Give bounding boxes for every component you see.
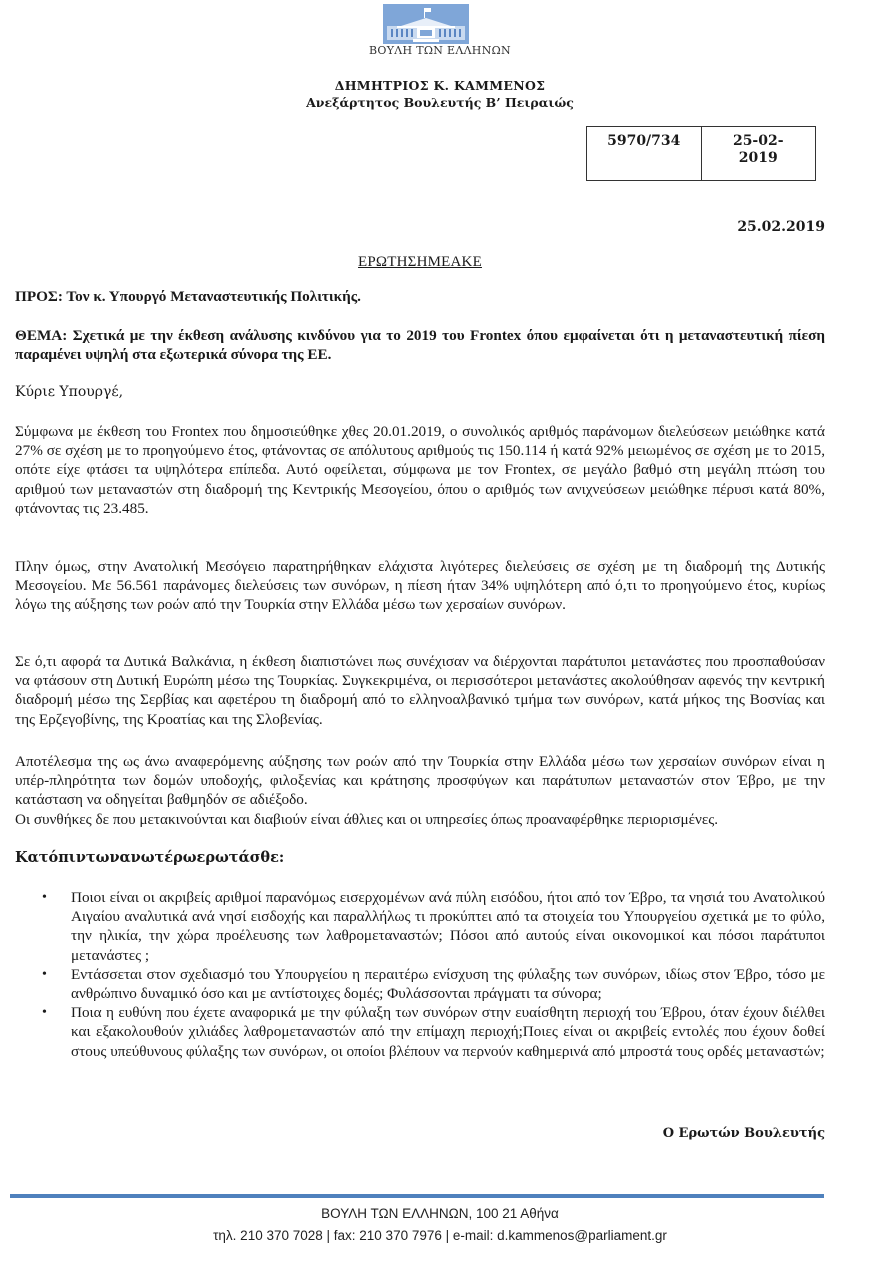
bullet-icon: •: [42, 1005, 47, 1021]
bullet-icon: •: [42, 890, 47, 905]
body-paragraph-4: [15, 752, 825, 829]
protocol-number: 5970/734: [607, 133, 681, 149]
question-text: Ποιοι είναι οι ακριβείς αριθμοί παρανόμως εισερχομένων ανά πύλη εισόδου, ήτοι από τον Έβρο, τα νησιά του Ανατολικού Αιγαίου αναλυτικά ανά νησί εισδοχής και παραλλήλως τι προκύπτει από τα στοιχεία του Υπουργείου σχετικά με το φύλο, την ηλικία, την χώρα προέλευσης των λαθρομεταναστών; Πόσοι από αυτούς είναι οικονομικοί και πόσοι παράτυποι μετανάστες ;: [71, 889, 825, 964]
body-paragraph-3: Σε ό,τι αφορά τα Δυτικά Βαλκάνια, η έκθεση διαπιστώνει πως συνέχισαν να διέρχονται παράτυποι μετανάστες που προσπαθούσαν να φτάσουν στη Δυτική Ευρώπη μέσω της Τουρκίας. Συγκεκριμένα, οι περισσότεροι μετανάστες ακολούθησαν αφενός την κεντρική διαδρομή μέσω της Σερβίας και αφετέρου τη διαδρομή από το ελληνοαλβανικό τμήμα των συνόρων, κατά μήκος της Βοσνίας και της Ερζεγοβίνης, της Κροατίας και της Σλοβενίας.: [15, 653, 825, 728]
questions-list: [15, 888, 825, 1061]
question-item: [15, 965, 825, 1003]
questions-heading: Κατόπιντωνανωτέρωερωτάσθε:: [15, 849, 285, 866]
footer-contact: τηλ. 210 370 7028 | fax: 210 370 7976 | e-mail: d.kammenos@parliament.gr: [213, 1228, 667, 1243]
protocol-table: [586, 126, 816, 181]
protocol-date-line1: 25-02-: [732, 133, 784, 149]
recipient-line: ΠΡΟΣ: Τον κ. Υπουργό Μεταναστευτικής Πολιτικής.: [15, 288, 361, 305]
footer-address: ΒΟΥΛΗ ΤΩΝ ΕΛΛΗΝΩΝ, 100 21 Αθήνα: [321, 1206, 559, 1221]
parliament-building-icon: [383, 4, 469, 44]
protocol-date-line2: 2019: [738, 150, 778, 166]
signature: Ο Ερωτών Βουλευτής: [662, 1126, 825, 1141]
bullet-icon: •: [42, 966, 47, 982]
author-name: ΔΗΜΗΤΡΙΟΣ Κ. ΚΑΜΜΕΝΟΣ: [334, 78, 546, 93]
author-role: Ανεξάρτητος Βουλευτής Β’ Πειραιώς: [306, 95, 574, 110]
document-title: ΕΡΩΤΗΣΗΜΕΑΚΕ: [358, 254, 482, 270]
question-text: Ποια η ευθύνη που έχετε αναφορικά με την φύλαξη των συνόρων στην ευαίσθητη περιοχή του Έβρου, όταν έχουν διέλθει και εξακολουθούν χιλιάδες λαθρομεταναστών από την επίμαχη περιοχή;Ποιες είναι οι ακριβείς εντολές που έχουν δοθεί στους υπεύθυνους φύλαξης των συνόρων, οι οποίοι βλέπουν να περνούν καθημερινά από μπροστά τους ορδές μεταναστών;: [71, 1004, 825, 1060]
footer-divider: [10, 1194, 824, 1198]
body-paragraph-1: Σύμφωνα με έκθεση του Frontex που δημοσιεύθηκε χθες 20.01.2019, ο συνολικός αριθμός παράνομων διελεύσεων μειώθηκε κατά 27% σε σχέση με το προηγούμενο έτος, φτάνοντας σε απόλυτους αριθμούς τις 150.114 ή κατά 92% μειωμένος σε σχέση με το 2015, οπότε είχε φτάσει τα υψηλότερα επίπεδα. Αυτό οφείλεται, σύμφωνα με τον Frontex, σε μεγάλο βαθμό στη μεγάλη πτώση του αριθμού των μεταναστών στη διαδρομή της Κεντρικής Μεσογείου, όπου ο αριθμός των ανιχνεύσεων μειώθηκε πέρυσι κατά 80%, φτάνοντας τις 23.485.: [15, 423, 825, 517]
body-paragraph-4a: Αποτέλεσμα της ως άνω αναφερόμενης αύξησης των ροών από την Τουρκία στην Ελλάδα μέσω των χερσαίων συνόρων είναι η υπέρ-πληρότητα των δομών υποδοχής, φιλοξενίας και κράτησης προσφύγων και παράτυπων μεταναστών στον Έβρο, με την κατάσταση να οδηγείται βαθμηδόν σε αδιέξοδο.: [15, 753, 825, 809]
subject-line: ΘΕΜΑ: Σχετικά με την έκθεση ανάλυσης κινδύνου για το 2019 του Frontex όπου εμφαίνεται ότι η μεταναστευτική πίεση παραμένει υψηλή στα εξωτερικά σύνορα της ΕΕ.: [15, 327, 825, 364]
question-item: [15, 888, 825, 965]
logo-caption: ΒΟΥΛΗ ΤΩΝ ΕΛΛΗΝΩΝ: [369, 44, 511, 57]
question-text: Εντάσσεται στον σχεδιασμό του Υπουργείου η περαιτέρω ενίσχυση της φύλαξης των συνόρων, ιδίως στον Έβρο, τόσο με ανθρώπινο δυναμικό όσο και με αντίστοιχες δομές; Φυλάσσονται πράγματι τα σύνορα;: [71, 965, 825, 1003]
body-paragraph-2: Πλην όμως, στην Ανατολική Μεσόγειο παρατηρήθηκαν ελάχιστα λιγότερες διελεύσεις σε σχέση με τη διαδρομή της Δυτικής Μεσογείου. Με 56.561 παράνομες διελεύσεις των συνόρων, η πίεση ήταν 34% υψηλότερη από ό,τι το προηγούμενο έτος, κυρίως λόγω της αύξησης των ροών από την Τουρκία στην Ελλάδα μέσω των χερσαίων συνόρων.: [15, 558, 825, 614]
salutation: Κύριε Υπουργέ,: [15, 384, 124, 400]
document-date: 25.02.2019: [737, 219, 825, 235]
question-item: [15, 1003, 825, 1061]
body-paragraph-4b: Οι συνθήκες δε που μετακινούνται και διαβιούν είναι άθλιες και οι υπηρεσίες όπως προαναφέρθηκε περιορισμένες.: [15, 810, 719, 828]
protocol-date: [701, 127, 816, 180]
